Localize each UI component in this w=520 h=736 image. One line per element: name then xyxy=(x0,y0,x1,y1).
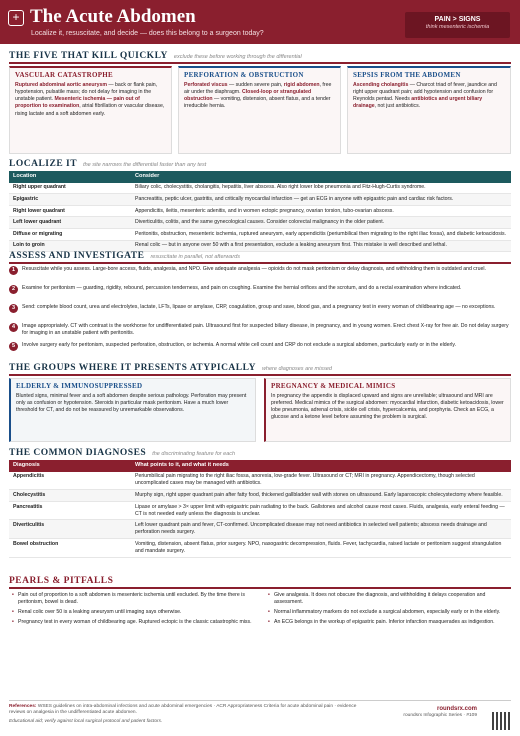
divider xyxy=(9,262,511,264)
table-row: Pancreatitis Lipase or amylase > 3× upper limit with epigastric pain radiating to the back. Gallstones and alcohol cause most cases. Fluids, analgesia, early enteral feeding — CT is not needed early unless the diagnosis is unclear. xyxy=(9,501,511,520)
table-row: Diverticulitis Left lower quadrant pain and fever, CT-confirmed. Uncomplicated disease may not need antibiotics in selected well patients; abscess needs drainage and perforation needs surgery. xyxy=(9,520,511,539)
page-subtitle: Localize it, resuscitate, and decide — does this belong to a surgeon today? xyxy=(31,30,264,37)
box-title: SEPSIS FROM THE ABDOMEN xyxy=(353,71,461,79)
section-heading-five: THE FIVE THAT KILL QUICKLY exclude these before working through the differential xyxy=(9,51,302,61)
column-header: What points to it, and what it needs xyxy=(135,462,229,468)
tag-subtitle: think mesenteric ischemia xyxy=(425,24,490,31)
list-item: • Renal colic over 50 is a leaking aneurysm until imaging says otherwise. xyxy=(18,609,252,616)
elderly-box: ELDERLY & IMMUNOSUPPRESSED Blunted signs, minimal fever and a soft abdomen despite serious pathology. Perforation may present only as confusion or hypotension. Steroids in particular mask peritonism. Have a much lower threshold for CT, and do not be reassured by unremarkable observations. xyxy=(9,378,256,442)
table-row: Appendicitis Periumbilical pain migrating to the right iliac fossa, anorexia, low-grade fever. Ultrasound or CT; MRI in pregnancy. Appendicectomy, though selected uncomplicated cases may be managed with antibiotics. xyxy=(9,472,511,490)
divider xyxy=(9,587,511,589)
table-row: Right lower quadrant Appendicitis, ileitis, mesenteric adenitis, and in women ectopic pregnancy, ovarian torsion, tubo-ovarian abscess. xyxy=(9,205,511,217)
plus-icon: + xyxy=(8,10,24,26)
diagnoses-table xyxy=(9,460,511,558)
qr-code-icon xyxy=(492,712,510,730)
section-heading-pearls: PEARLS & PITFALLS xyxy=(9,576,114,586)
table-row: Diffuse or migrating Peritonitis, obstruction, mesenteric ischemia, ruptured aneurysm, early appendicitis (periumbilical then migrating to the right iliac fossa), and diabetic ketoacidosis. xyxy=(9,228,511,240)
step-4: 4 Image appropriately. CT with contrast is the workhorse for undifferentiated pain. Ultrasound first for suspected biliary disease, in pregnancy, and in young women. Erect chest X-ray for free air. Do not delay surgery for imaging in an unstable patient with peritonitis. xyxy=(9,323,511,337)
sepsis-box: SEPSIS FROM THE ABDOMEN Ascending cholangitis — Charcot triad of fever, jaundice and right upper quadrant pain; add hypotension and confusion for Reynolds pentad. Needs antibiotics and urgent biliary drainage, not just antibiotics. xyxy=(347,66,511,154)
table-row: Loin to groin Renal colic — but in anyone over 50 with a first presentation, exclude a leaking aneurysm first. This mistake is well described and lethal. xyxy=(9,240,511,252)
section-heading-diagnoses: THE COMMON DIAGNOSES the discriminating feature for each xyxy=(9,448,236,458)
column-header: Diagnosis xyxy=(13,462,40,468)
table-row: Cholecystitis Murphy sign, right upper quadrant pain after fatty food, thickened gallbladder wall with stones on ultrasound. Early laparoscopic cholecystectomy where feasible. xyxy=(9,490,511,502)
list-item: • Normal inflammatory markers do not exclude a surgical abdomen, especially early or in the elderly. xyxy=(274,609,508,616)
list-item: • Give analgesia. It does not obscure the diagnosis, and withholding it delays cooperation and assessment. xyxy=(274,592,508,606)
pearls-left xyxy=(12,592,252,629)
header-tag xyxy=(405,12,510,38)
column-header: Location xyxy=(13,173,37,179)
step-5: 5 Involve surgery early for peritonism, suspected perforation, obstruction, or ischemia. A normal white cell count and CRP do not exclude a surgical abdomen, particularly early or in the elderly. xyxy=(9,342,511,351)
vascular-box: VASCULAR CATASTROPHE Ruptured abdominal aortic aneurysm — back or flank pain, hypotension, pulsatile mass; do not delay for imaging in the unstable patient. Mesenteric ischemia — pain out of proportion to examination, atrial fibrillation or vascular disease, rising lactate and a soft abdomen early. xyxy=(9,66,172,154)
table-row: Left lower quadrant Diverticulitis, colitis, and the same gynecological causes. Consider colorectal malignancy in the older patient. xyxy=(9,217,511,229)
series-label: roundsrx Infographic Series · #109 xyxy=(403,713,477,719)
pregnancy-box: PREGNANCY & MEDICAL MIMICS In pregnancy the appendix is displaced upward and signs are unreliable; ultrasound and MRI are preferred. Medical mimics of the surgical abdomen: myocardial infarction, diabetic ketoacidosis, lower lobe pneumonia, adrenal crisis, sickle cell crisis, hypercalcemia, and porphyria. Check an ECG, a glucose and a ketone level before assuming the problem is surgical. xyxy=(264,378,511,442)
table-row: Epigastric Pancreatitis, peptic ulcer, gastritis, and critically myocardial infarction — get an ECG in anyone with epigastric pain and cardiac risk factors. xyxy=(9,194,511,206)
section-heading-assess: ASSESS AND INVESTIGATE resuscitate in parallel, not afterwards xyxy=(9,251,241,261)
step-1: 1 Resuscitate while you assess. Large-bore access, fluids, analgesia, and NPO. Give adequate analgesia — opioids do not mask peritonism or delay diagnosis, and withholding them is outdated and cruel. xyxy=(9,266,511,275)
header-banner xyxy=(0,0,520,44)
table-row: Right upper quadrant Biliary colic, cholecystitis, cholangitis, hepatitis, liver abscess. Also right lower lobe pneumonia and Fitz-Hugh-Curtis syndrome. xyxy=(9,183,511,194)
tag-title: PAIN > SIGNS xyxy=(434,16,481,23)
section-heading-localize: LOCALIZE IT the site narrows the differential faster than any test xyxy=(9,159,207,169)
box-title: PREGNANCY & MEDICAL MIMICS xyxy=(271,382,396,390)
divider xyxy=(9,374,511,376)
step-2: 2 Examine for peritonism — guarding, rigidity, rebound, percussion tenderness, and pain on coughing. Examine the hernial orifices and the scrotum, and do a rectal examination where indicated. xyxy=(9,285,511,294)
section-heading-atypical: THE GROUPS WHERE IT PRESENTS ATYPICALLY where diagnoses are missed xyxy=(9,363,332,373)
list-item: • Pain out of proportion to a soft abdomen is mesenteric ischemia until excluded. By the time there is peritonism, bowel is dead. xyxy=(18,592,252,606)
site-link[interactable]: roundsrx.com xyxy=(436,706,477,712)
box-title: ELDERLY & IMMUNOSUPPRESSED xyxy=(16,382,143,390)
pearls-right xyxy=(268,592,508,629)
divider xyxy=(9,62,511,64)
box-title: PERFORATION & OBSTRUCTION xyxy=(184,71,304,79)
page-title: The Acute Abdomen xyxy=(30,6,196,27)
perforation-box: PERFORATION & OBSTRUCTION Perforated viscus — sudden severe pain, rigid abdomen, free air under the diaphragm. Closed-loop or strangulated obstruction — vomiting, distension, absent flatus, and a tender irreducible hernia. xyxy=(178,66,341,154)
list-item: • An ECG belongs in the workup of epigastric pain. Inferior infarction masquerades as indigestion. xyxy=(274,619,508,626)
localize-table xyxy=(9,171,511,252)
box-title: VASCULAR CATASTROPHE xyxy=(15,71,113,79)
column-header: Consider xyxy=(135,173,160,179)
list-item: • Pregnancy test in every woman of childbearing age. Ruptured ectopic is the classic catastrophic miss. xyxy=(18,619,252,626)
table-row: Bowel obstruction Vomiting, distension, absent flatus, prior surgery. NPO, nasogastric decompression, fluids. Fever, tachycardia, raised lactate or peritonism suggest strangulation and mandate surgery. xyxy=(9,539,511,558)
footer: References: WSES guidelines on intra-abdominal infections and acute abdominal emergencies · ACR Appropriateness Criteria for acute abdominal pain · evidence reviews on analgesia in the undifferentiated acute abdomen. Educational aid; verify against local surgical protocol and patient factors. roundsrx.com roundsrx Infographic Series · #109 xyxy=(9,700,511,725)
step-3: 3 Send: complete blood count, urea and electrolytes, lactate, LFTs, lipase or amylase, CRP, coagulation, group and save, blood gas, and a pregnancy test in every woman of childbearing age — no exceptions. xyxy=(9,304,511,313)
disclaimer: Educational aid; verify against local surgical protocol and patient factors. xyxy=(9,718,163,724)
